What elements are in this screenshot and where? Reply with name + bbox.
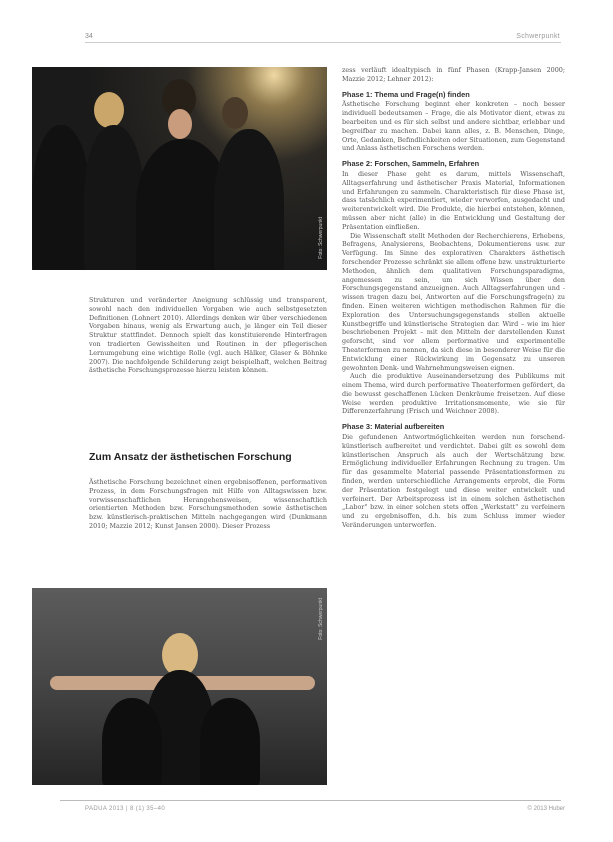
singer-figure (84, 125, 144, 270)
header-rule (85, 42, 561, 43)
header-page-number: 34 (85, 33, 93, 40)
photo-choir (32, 67, 327, 270)
photo-performance (32, 588, 327, 785)
header-section-label: Schwerpunkt (516, 33, 560, 40)
left-intro-text (89, 296, 327, 375)
paragraph: zess verläuft idealtypisch in fünf Phasen (Krapp-Jansen 2000; Mazzie 2012; Lehner 2012): (342, 66, 565, 83)
phase3-heading: Phase 3: Material aufbereiten (342, 422, 445, 432)
performer-figure (102, 698, 162, 785)
phase2-heading: Phase 2: Forschen, Sammeln, Erfahren (342, 159, 480, 169)
footer-copyright: © 2013 Huber (527, 806, 565, 812)
phase1-heading: Phase 1: Thema und Frage(n) finden (342, 89, 470, 99)
singer-figure (168, 109, 192, 139)
singer-figure (94, 92, 124, 128)
paragraph: Auch die produktive Auseinandersetzung des Publikums mit einem Thema, wird durch performative Theaterformen gefördert, da die bewusst geschaffenen Lücken Denkräume freisetzen. Auf diese Weise werden produktive Irritationsmomente, wie sie für Differenzerfahrung (Frisch und Weichner 2008). (342, 372, 565, 416)
paragraph: Die gefundenen Antwortmöglichkeiten werden nun forschend-künstlerisch aufbereitet und verdichtet. Dabei gilt es sowohl dem künstlerischen Anspruch als auch der Wertschätzung bzw. Ermöglichung individueller Erfahrungen Rechnung zu tragen. Um für das gesammelte Material passende Präsentationsformen zu finden, werden unterschiedliche Arrangements erprobt, die Form der Präsentation festgelegt und diese weiter entwickelt und verfeinert. Der Arbeitsprozess ist in einem solchen ästhetischen „Labor" bzw. in einer solchen stets offen „Werkstatt" zu verfeinern und zu ergebnisoffen, d.h. bis zum Schluss immer wieder Veränderungen unterworfen. (342, 433, 565, 530)
paragraph: Ästhetische Forschung bezeichnet einen ergebnisoffenen, performativen Prozess, in dem Forschungsfragen mit Hilfe von Alltagswissen bzw. vorwissenschaftlichen Herangehensweisen, wissenschaftlich orientierten Methoden bzw. Forschungsmethoden sowie ästhetischen bzw. künstlerisch-praktischen Mitteln nachgegangen wird (Dunkmann 2010; Mazzie 2012; Kunst Jansen 2000). Dieser Prozess (89, 478, 327, 530)
footer-rule (60, 800, 561, 801)
paragraph: Ästhetische Forschung beginnt eher konkreten – noch besser individuell bedeutsamen – Frage, die als Motivator dient, etwas zu bearbeiten und es für sich selbst und andere sichtbar, erlebbar und begreifbar zu machen. Dabei kann alles, z. B. Menschen, Dinge, Orte, Gedanken, Befindlichkeiten oder Situationen, zum Gegenstand und Anlass ästhetischen Forschens werden. (342, 100, 565, 153)
singer-figure (32, 125, 90, 270)
footer-journal: PADUA 2013 | 8 (1) 35–40 (85, 806, 166, 812)
right-column (342, 66, 565, 530)
paragraph: Die Wissenschaft stellt Methoden der Recherchierens, Erhebens, Befragens, Analysierens, Beobachtens, Dokumentierens usw. zur Verfügung. Im Sinne des explorativen Charakters ästhetisch forschender Prozesse schränkt sie allem offene bzw. unstrukturierte Methoden, ähnlich dem qualitativen Forschungsparadigma, angemessen zu sein, um sich Wissen über den Forschungsgegenstand anzueignen. Auch Alltagserfahrungen und -wissen tragen dazu bei, Antworten auf die Forschungsfrage(n) zu finden. Einen weiteren wichtigen methodischen Rahmen für die Exploration des Untersuchungsgegenstands stellen aktuelle Kunstbegriffe und künstlerische Strategien dar. Wird – wie im hier beschriebenen Projekt – mit den Mitteln der darstellenden Kunst geforscht, sind vor allem performative und experimentelle Theaterformen zu nennen, da sich diese in besonderer Weise für die Entwicklung einer Rückwirkung im Gegensatz zu unseren gewohnten Denk- und Wahrnehmungsweisen eignen. (342, 231, 565, 372)
singer-figure (214, 129, 284, 270)
photo-credit: Foto: Schwerpunkt (318, 217, 324, 259)
left-body-text (89, 478, 327, 531)
photo-credit: Foto: Schwerpunkt (318, 598, 324, 640)
paragraph: In dieser Phase geht es darum, mittels Wissenschaft, Alltagserfahrung und ästhetischer Praxis Material, Informationen und Erfahrungen zu sammeln. Charakteristisch für diese Phase ist, dass tatsächlich experimentiert, wieder verworfen, ausgedacht und weiterentwickelt wird. Die Produkte, die hierbei entstehen, können, müssen aber nicht (alle) in die Entwicklung und Gestaltung der Präsentation einfließen. (342, 169, 565, 231)
paragraph: Strukturen und veränderter Aneignung schlüssig und transparent, sowohl nach den individuellen Vorgaben wie auch selbstgesetzten Definitionen (Lohnert 2010). Allerdings denken wir über verschiedenen Vorgaben hinaus, wenig als Erwartung auch, je länger ein Teil dieser Struktur stattfindet. Dennoch spielt das konstituierende Hinterfragen von tradierten Gewissheiten und Routinen in der pflegerischen Lernumgebung eine wichtige Rolle (vgl. auch Hälker, Glaser & Böhnke 2007). Die nachfolgende Schilderung zeigt beispielhaft, welchen Beitrag ästhetische Forschungsprozesse hierzu leisten können. (89, 296, 327, 375)
singer-figure (222, 97, 248, 129)
section-heading: Zum Ansatz der ästhetischen Forschung (89, 451, 292, 463)
performer-figure (200, 698, 260, 785)
